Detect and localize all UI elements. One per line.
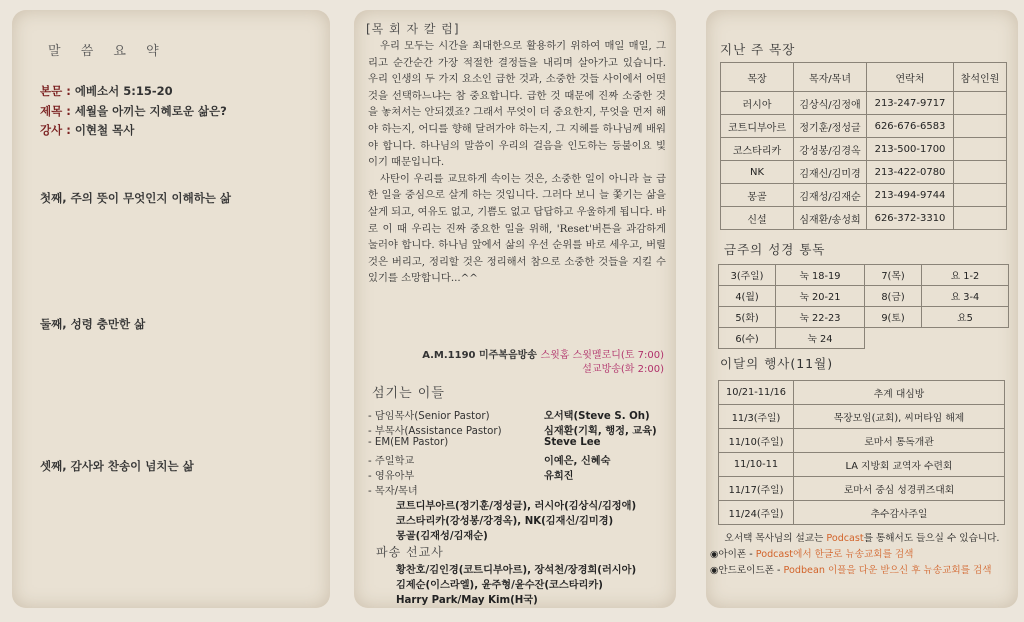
podcast-line-3 — [710, 562, 991, 576]
events-table — [718, 380, 1005, 525]
table-cell: 6(수) — [719, 328, 776, 349]
table-cell: 213-494-9744 — [867, 184, 954, 207]
table-cell: 김상식/김정애 — [794, 92, 867, 115]
shepherd-line: 코스타리카(강성봉/강경옥), NK(김재신/김미경) — [396, 516, 614, 527]
table-row — [719, 381, 1005, 405]
table-cell: 요 3-4 — [922, 286, 1009, 307]
event-name: 로마서 통독개관 — [794, 429, 1005, 453]
event-date: 11/10(주일) — [719, 429, 794, 453]
broadcast-station: A.M.1190 미주복음방송 — [422, 350, 541, 361]
speaker-line — [40, 122, 134, 138]
server-role: - 부목사(Assistance Pastor) — [368, 426, 502, 437]
event-date: 11/3(주일) — [719, 405, 794, 429]
table-cell — [954, 92, 1007, 115]
table-header: 목장 — [721, 63, 794, 92]
event-name: 목장모임(교회), 씨머타임 해제 — [794, 405, 1005, 429]
server-role: - 담임목사(Senior Pastor) — [368, 411, 490, 422]
speaker-value: 이현철 목사 — [74, 123, 135, 137]
broadcast-program: 스윗홈 스윗멜로디(토 7:00) — [540, 350, 664, 361]
table-cell: 눅 20-21 — [776, 286, 865, 307]
table-cell: NK — [721, 161, 794, 184]
point-second: 둘째, 성령 충만한 삶 — [40, 317, 146, 331]
event-name: 로마서 중심 성경퀴즈대회 — [794, 477, 1005, 501]
server-role: - EM(EM Pastor) — [368, 437, 449, 448]
table-cell: 김재신/김미경 — [794, 161, 867, 184]
table-cell: 김재성/김재순 — [794, 184, 867, 207]
server-role: - 주일학교 — [368, 456, 415, 467]
table-cell: 3(주일) — [719, 265, 776, 286]
table-cell: 8(금) — [865, 286, 922, 307]
table-row — [721, 207, 1007, 230]
table-row — [719, 453, 1005, 477]
bible-reading-title: 금주의 성경 통독 — [724, 242, 826, 257]
table-cell: 코트디부아르 — [721, 115, 794, 138]
table-cell: 신설 — [721, 207, 794, 230]
table-cell: 7(목) — [865, 265, 922, 286]
table-cell: 213-500-1700 — [867, 138, 954, 161]
table-cell — [954, 161, 1007, 184]
column-paragraph: 사탄이 우리를 교묘하게 속이는 것은, 소중한 일이 아니라 늘 급한 일을 중심으로 살게 하는 것입니다. 그러다 보니 늘 쫓기는 삶을 살게 되고, 여유도 없고, 기쁨도 없고 답답하고 우울하게 됩니다. 바로 이 때 우리는 진짜 중요한 일을 위해, 'Reset'버튼을 과감하게 눌러야 합니다. 하나님 앞에서 삶의 우선 순위를 바로 세우고, 버릴 것은 버리고, 정리할 것은 정리해서 참으로 소중한 것들을 지킬 수 있기를 소망합니다...^^ — [368, 172, 666, 285]
server-role: - 영유아부 — [368, 471, 415, 482]
broadcast-line-2 — [582, 360, 664, 375]
podcast-rest: 를 통해서도 들으실 수 있습니다. — [863, 533, 1000, 544]
pastor-column-panel — [354, 10, 676, 608]
topic-label: 제목 : — [40, 104, 75, 118]
bible-reading-table — [718, 264, 1009, 349]
table-cell — [954, 184, 1007, 207]
table-cell: 정기훈/정성글 — [794, 115, 867, 138]
point-third: 셋째, 감사와 찬송이 넘치는 삶 — [40, 459, 194, 473]
event-name: LA 지방회 교역자 수련회 — [794, 453, 1005, 477]
speaker-label: 강사 : — [40, 123, 75, 137]
column-title: [목 회 자 칼 럼] — [366, 22, 460, 36]
missionary-line: 황찬호/김인경(코트디부아르), 장석천/장경희(러시아) — [396, 565, 637, 576]
server-name: 유희진 — [544, 471, 574, 482]
summary-title: 말 씀 요 약 — [48, 44, 167, 59]
column-body — [368, 38, 666, 287]
shepherd-line: 코트디부아르(정기훈/정성글), 러시아(김상식/김정애) — [396, 501, 637, 512]
table-row — [719, 477, 1005, 501]
table-header: 참석인원 — [954, 63, 1007, 92]
table-row — [719, 307, 1009, 328]
scripture-label: 본문 : — [40, 84, 75, 98]
broadcast-line-1 — [422, 346, 664, 361]
table-cell — [954, 115, 1007, 138]
shepherd-line: 몽골(김재성/김재순) — [396, 531, 488, 542]
events-title: 이달의 행사(11월) — [720, 356, 834, 371]
table-cell: 213-422-0780 — [867, 161, 954, 184]
table-header: 목자/목녀 — [794, 63, 867, 92]
event-date: 11/24(주일) — [719, 501, 794, 525]
table-cell: 요 1-2 — [922, 265, 1009, 286]
missions-title: 파송 선교사 — [376, 545, 444, 559]
table-row — [719, 429, 1005, 453]
podcast-line-1 — [706, 530, 1018, 544]
event-date: 11/17(주일) — [719, 477, 794, 501]
point-first: 첫째, 주의 뜻이 무엇인지 이해하는 삶 — [40, 191, 232, 205]
table-header-row — [721, 63, 1007, 92]
podcast-intro: 오서택 목사님의 설교는 — [724, 533, 827, 544]
android-instructions: Podbean 이플을 다운 받으신 후 뉴송교회를 검색 — [783, 565, 992, 576]
table-cell: 213-247-9717 — [867, 92, 954, 115]
table-row — [719, 405, 1005, 429]
table-row — [721, 138, 1007, 161]
table-cell: 강성봉/김경옥 — [794, 138, 867, 161]
android-label: ◉안드로이드폰 - — [710, 565, 784, 576]
event-date: 10/21-11/16 — [719, 381, 794, 405]
table-cell: 눅 18-19 — [776, 265, 865, 286]
server-role: - 목자/목녀 — [368, 486, 418, 497]
table-cell: 4(월) — [719, 286, 776, 307]
sermon-summary-panel — [12, 10, 330, 608]
church-info-panel — [706, 10, 1018, 608]
table-row — [719, 501, 1005, 525]
table-cell: 9(토) — [865, 307, 922, 328]
column-paragraph: 우리 모두는 시간을 최대한으로 활용하기 위하여 매일 매일, 그리고 순간순간 가장 적절한 결정들을 내리며 살아가고 있습니다. 우리 인생의 두 가지 요소인 급한 것과, 소중한 것들 사이에서 어떤 것을 선택하느냐는 참 중요합니다. 급한 것 때문에 진짜 소중한 것을 놓쳐서는 안되겠죠? 그래서 무엇이 더 중요한지, 무엇을 먼저 해야 하는지, 어디를 향해 달려가야 하는지, 그 지혜를 하나님께 배워야 합니다. 하나님의 말씀이 우리의 걸음을 인도하는 등불이요 빛이기 때문입니다. — [368, 40, 666, 169]
table-cell — [954, 207, 1007, 230]
podcast-line-2 — [710, 546, 913, 560]
broadcast-sermon: 설교방송(화 2:00) — [582, 364, 664, 375]
table-cell: 몽골 — [721, 184, 794, 207]
servers-title: 섬기는 이들 — [372, 386, 445, 401]
table-row — [719, 265, 1009, 286]
table-row — [719, 286, 1009, 307]
table-row — [721, 184, 1007, 207]
server-name: 오서택(Steve S. Oh) — [544, 411, 650, 422]
table-cell: 626-372-3310 — [867, 207, 954, 230]
podcast-word: Podcast — [826, 533, 864, 544]
event-name: 추수감사주일 — [794, 501, 1005, 525]
scripture-line — [40, 83, 173, 99]
event-date: 11/10-11 — [719, 453, 794, 477]
server-name: 이예은, 신혜숙 — [544, 456, 611, 467]
table-cell: 러시아 — [721, 92, 794, 115]
table-cell: 5(화) — [719, 307, 776, 328]
table-cell: 눅 22-23 — [776, 307, 865, 328]
table-row — [721, 92, 1007, 115]
table-cell — [954, 138, 1007, 161]
table-cell-empty — [865, 328, 1009, 349]
table-cell: 626-676-6583 — [867, 115, 954, 138]
server-name: Steve Lee — [544, 437, 601, 448]
topic-value: 세월을 아끼는 지혜로운 삶은? — [74, 104, 227, 118]
pastor-table — [720, 62, 1007, 230]
missionary-line: 김제순(이스라엘), 윤주형/윤수잔(코스타리카) — [396, 580, 603, 591]
table-cell: 코스타리카 — [721, 138, 794, 161]
iphone-instructions: Podcast에서 한글로 뉴송교회를 검색 — [755, 549, 914, 560]
missionary-line: Harry Park/May Kim(H국) — [396, 595, 538, 606]
scripture-value: 에베소서 5:15-20 — [74, 84, 173, 98]
table-header: 연락처 — [867, 63, 954, 92]
topic-line — [40, 103, 227, 119]
table-row — [721, 161, 1007, 184]
iphone-label: ◉아이폰 - — [710, 549, 756, 560]
server-name: 심재환(기획, 행정, 교육) — [544, 426, 657, 437]
table-cell: 눅 24 — [776, 328, 865, 349]
table-row — [721, 115, 1007, 138]
event-name: 추계 대심방 — [794, 381, 1005, 405]
table-cell: 심재환/송성희 — [794, 207, 867, 230]
table-cell: 요5 — [922, 307, 1009, 328]
table-row — [719, 328, 1009, 349]
pastors-title: 지난 주 목장 — [720, 42, 796, 57]
